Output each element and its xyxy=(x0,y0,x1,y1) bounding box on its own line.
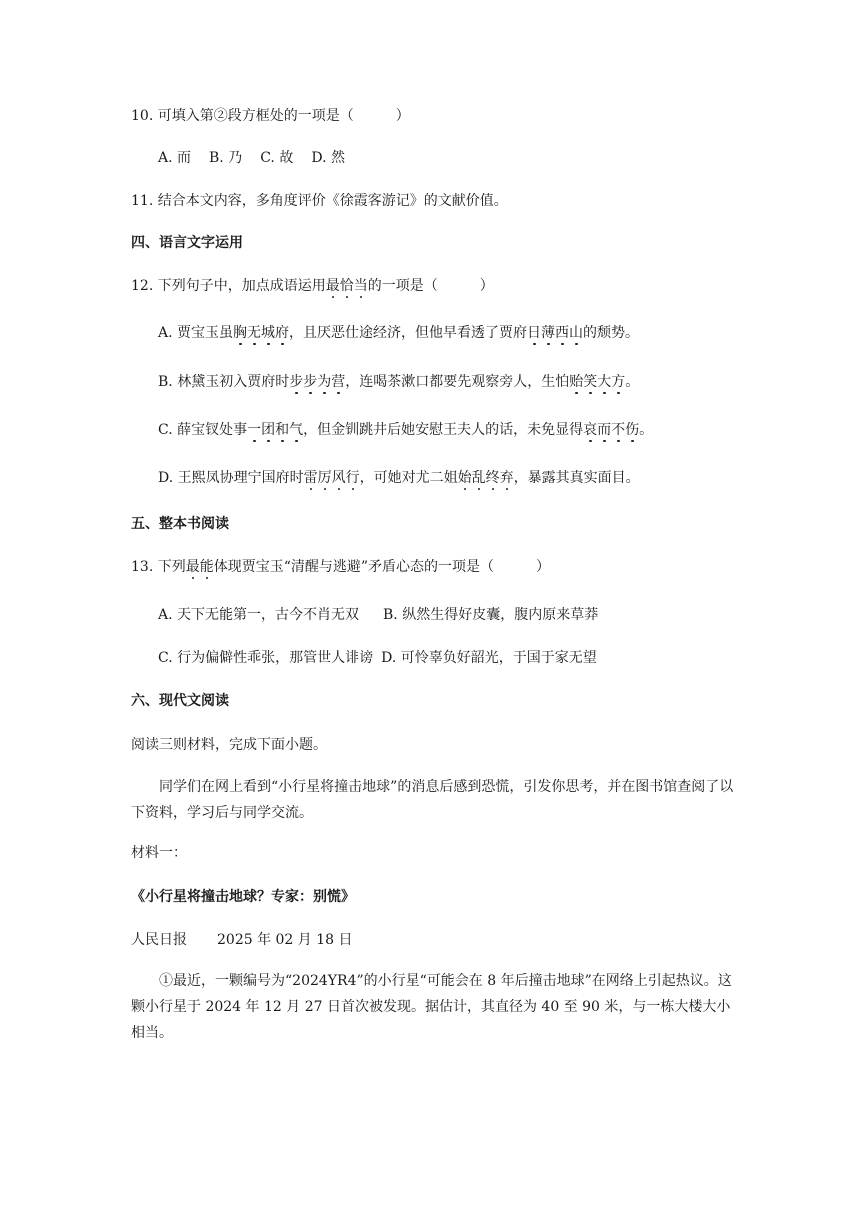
dotted-idiom xyxy=(458,470,514,486)
option-text: C. 薛宝钗处事 xyxy=(158,422,248,438)
q12-stem-close: ） xyxy=(479,278,494,294)
q12-stem-rest: 的一项是（ xyxy=(367,278,438,294)
dotted-idiom xyxy=(233,325,289,341)
q12-option-d xyxy=(158,468,640,488)
dotted-char: 最 xyxy=(185,559,200,575)
q12-dotted-word xyxy=(326,278,368,294)
dotted-char: 弃 xyxy=(499,470,514,486)
dotted-char: 恰 xyxy=(339,278,354,294)
question-12 xyxy=(131,276,494,296)
dotted-char: 日 xyxy=(527,325,542,341)
dotted-idiom xyxy=(583,422,639,438)
question-13 xyxy=(131,557,550,577)
dotted-idiom xyxy=(304,470,360,486)
section-5-heading: 五、整本书阅读 xyxy=(131,516,229,532)
dotted-char: 府 xyxy=(275,325,290,341)
option-b: B. 纵然生得好皮囊，腹内原来草莽 xyxy=(383,607,599,623)
dotted-char: 雷 xyxy=(303,470,318,486)
option-text: 的颓势。 xyxy=(583,325,640,341)
q10-stem: 10. 可填入第②段方框处的一项是（ xyxy=(131,108,354,124)
option-text: A. 贾宝玉虽 xyxy=(158,325,234,341)
section-4-heading: 四、语言文字运用 xyxy=(131,235,243,251)
article-source: 人民日报 xyxy=(131,932,187,948)
dotted-char: 终 xyxy=(485,470,500,486)
dotted-char: 营 xyxy=(331,374,346,390)
dotted-char: 大 xyxy=(597,374,612,390)
dotted-char: 城 xyxy=(261,325,276,341)
option-c: C. 故 xyxy=(260,150,294,166)
dotted-char: 一 xyxy=(247,422,262,438)
dotted-char: 而 xyxy=(597,422,612,438)
dotted-char: 为 xyxy=(317,374,332,390)
dotted-char: 行 xyxy=(345,470,360,486)
question-11: 11. 结合本文内容，多角度评价《徐霞客游记》的文献价值。 xyxy=(131,193,508,209)
dotted-char: 团 xyxy=(261,422,276,438)
intro-paragraph: 同学们在网上看到“小行星将撞击地球”的消息后感到恐慌，引发你思考，并在图书馆查阅了以下资料，学习后与同学交流。 xyxy=(131,779,734,821)
q13-dotted-word xyxy=(186,559,214,575)
dotted-char: 和 xyxy=(275,422,290,438)
dotted-char: 乱 xyxy=(471,470,486,486)
dotted-char: 始 xyxy=(457,470,472,486)
q10-options xyxy=(158,148,345,168)
q13-stem-rest: 体现贾宝玉“清醒与逃避”矛盾心态的一项是（ xyxy=(213,559,495,575)
dotted-char: 步 xyxy=(303,374,318,390)
dotted-idiom xyxy=(289,374,345,390)
q13-options-row-2 xyxy=(158,648,597,668)
dotted-char: 哀 xyxy=(583,422,598,438)
option-a: A. 而 xyxy=(158,150,192,166)
material-1-label: 材料一： xyxy=(131,845,187,861)
option-text: ，但金钏跳井后她安慰王夫人的话，未免显得 xyxy=(303,422,584,438)
dotted-char: 厉 xyxy=(317,470,332,486)
dotted-idiom xyxy=(527,325,583,341)
dotted-char: 气 xyxy=(289,422,304,438)
reading-instruction: 阅读三则材料，完成下面小题。 xyxy=(131,737,327,753)
dotted-char: 贻 xyxy=(569,374,584,390)
dotted-idiom xyxy=(569,374,625,390)
question-10 xyxy=(131,106,410,126)
section-6-heading: 六、现代文阅读 xyxy=(131,693,229,709)
option-text: ，可她对尤二姐 xyxy=(359,470,458,486)
dotted-char: 胸 xyxy=(233,325,248,341)
dotted-char: 步 xyxy=(289,374,304,390)
option-c: C. 行为偏僻性乖张，那管世人诽谤 xyxy=(158,650,374,666)
option-text: D. 王熙凤协理宁国府时 xyxy=(158,470,304,486)
option-a: A. 天下无能第一，古今不肖无双 xyxy=(158,607,360,623)
article-title: 《小行星将撞击地球？专家：别慌》 xyxy=(131,889,355,905)
dotted-char: 薄 xyxy=(541,325,556,341)
dotted-char: 笑 xyxy=(583,374,598,390)
option-text: B. 林黛玉初入贾府时 xyxy=(158,374,290,390)
dotted-char: 当 xyxy=(353,278,368,294)
article-byline xyxy=(131,930,353,950)
option-b: B. 乃 xyxy=(209,150,243,166)
option-d: D. 然 xyxy=(311,150,345,166)
q10-stem-close: ） xyxy=(395,108,410,124)
dotted-char: 伤 xyxy=(625,422,640,438)
q13-stem: 13. 下列 xyxy=(131,559,186,575)
option-text: 。 xyxy=(639,422,654,438)
dotted-char: 风 xyxy=(331,470,346,486)
dotted-idiom xyxy=(247,422,303,438)
q12-option-a xyxy=(158,323,639,343)
dotted-char: 西 xyxy=(555,325,570,341)
q12-option-b xyxy=(158,372,639,392)
option-text: ，暴露其真实面目。 xyxy=(513,470,640,486)
q13-stem-close: ） xyxy=(536,559,551,575)
dotted-char: 不 xyxy=(611,422,626,438)
article-paragraph-1: ①最近，一颗编号为“2024YR4”的小行星“可能会在 8 年后撞击地球”在网络上引起热议。这颗小行星于 2024 年 12 月 27 日首次被发现。据估计，其直径为 40 至 90 米，与一栋大楼大小相当。 xyxy=(131,973,732,1041)
dotted-char: 山 xyxy=(569,325,584,341)
dotted-char: 能 xyxy=(199,559,214,575)
q12-stem: 12. 下列句子中，加点成语运用 xyxy=(131,278,326,294)
article-date: 2025 年 02 月 18 日 xyxy=(217,932,353,948)
q12-option-c xyxy=(158,420,653,440)
dotted-char: 最 xyxy=(325,278,340,294)
option-text: ，且厌恶仕途经济，但他早看透了贾府 xyxy=(289,325,528,341)
option-text: ，连喝茶漱口都要先观察旁人，生怕 xyxy=(345,374,570,390)
option-text: 。 xyxy=(625,374,640,390)
q13-options-row-1 xyxy=(158,605,598,625)
dotted-char: 方 xyxy=(611,374,626,390)
option-d: D. 可怜辜负好韶光，于国于家无望 xyxy=(381,650,597,666)
dotted-char: 无 xyxy=(247,325,262,341)
